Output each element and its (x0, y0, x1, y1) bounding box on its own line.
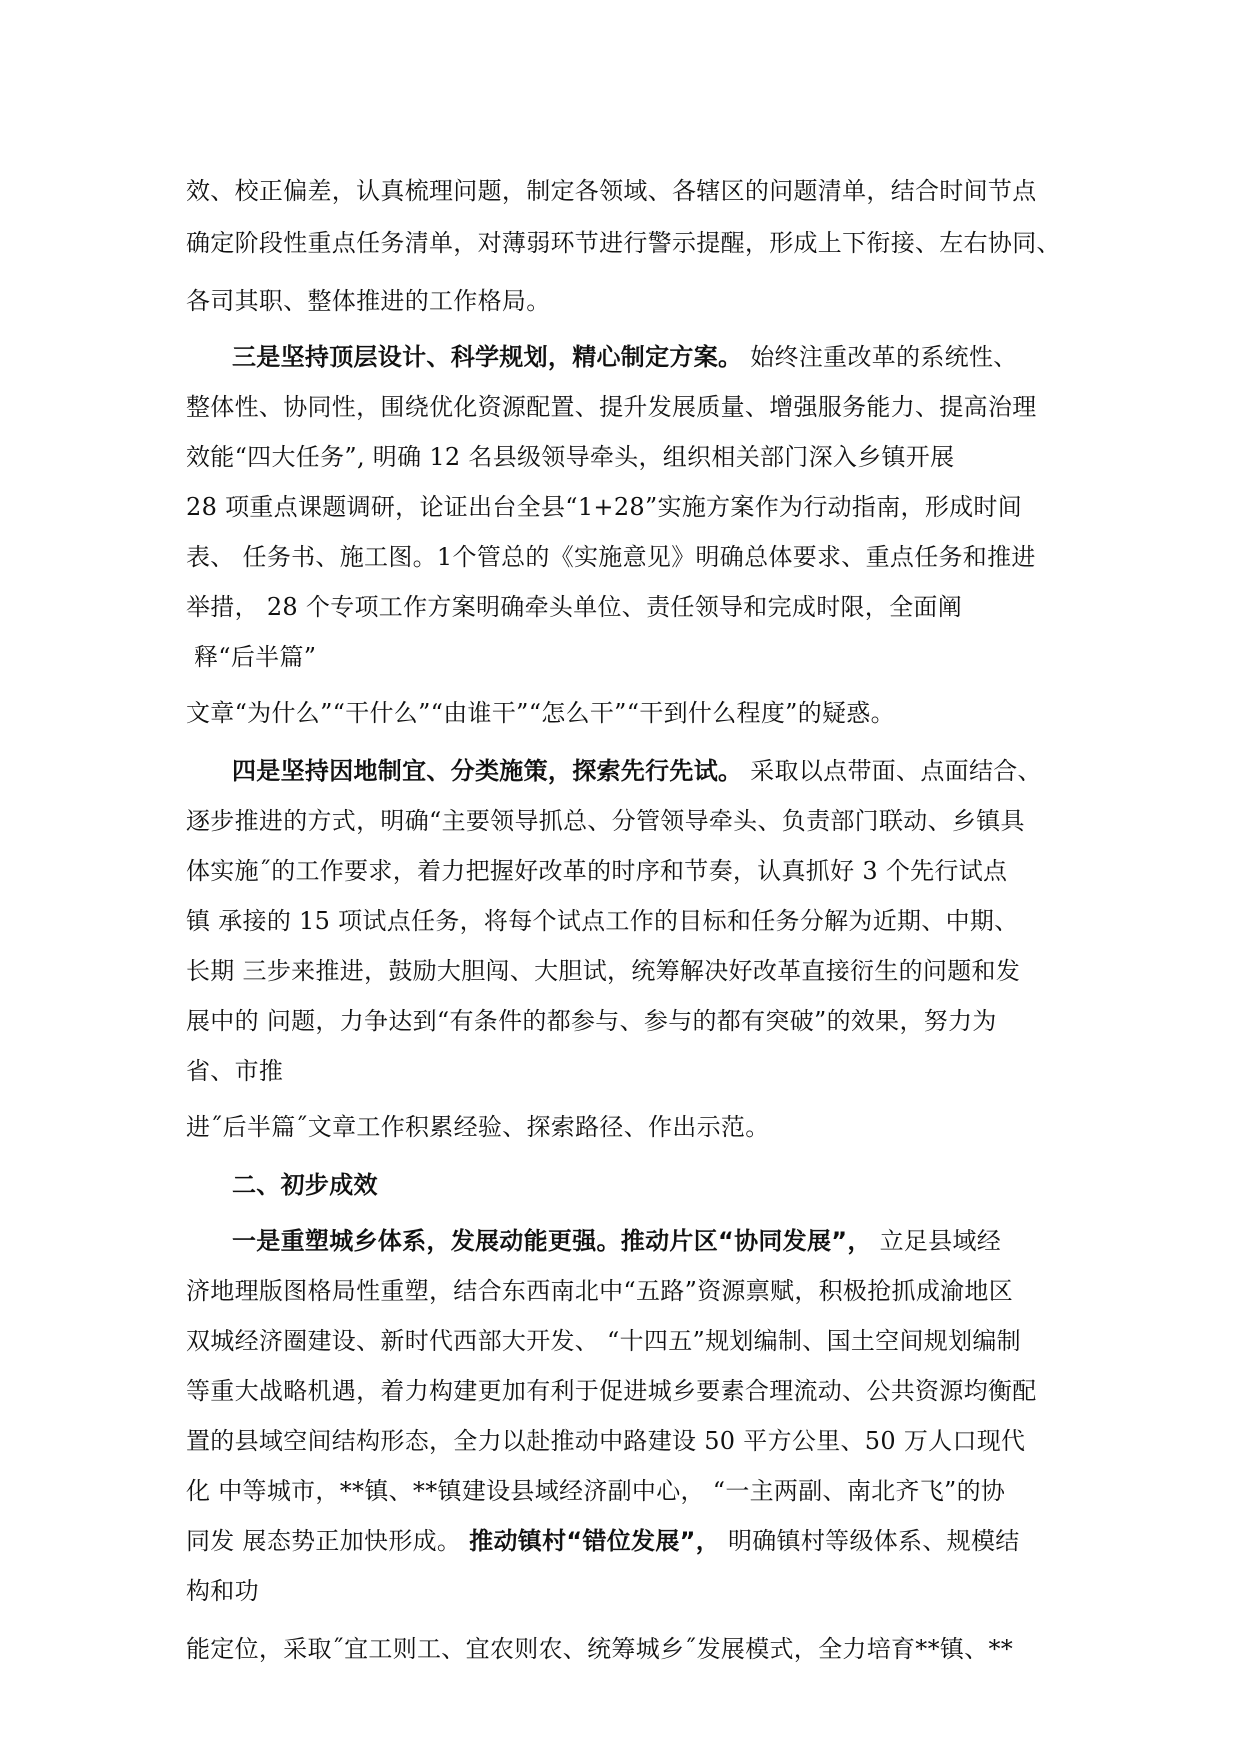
text-line (186, 284, 551, 318)
text-run: 举措， 28 个专项工作方案明确牵头单位、责任领导和完成时限，全面阐 (186, 593, 962, 621)
text-line (186, 1524, 1020, 1558)
text-run: 文章“为什么”“干什么”“由谁干”“怎么干”“干到什么程度”的疑惑。 (186, 699, 895, 727)
section-title: 二、初步成效 (232, 1171, 378, 1199)
text-line (186, 1424, 1025, 1458)
text-line (186, 490, 1022, 524)
text-run: 立足县域经 (871, 1227, 1002, 1255)
text-run: 置的县域空间结构形态，全力以赴推动中路建设 50 平方公里、50 万人口现代 (186, 1427, 1026, 1455)
text-line (186, 1110, 770, 1144)
text-run: 确定阶段性重点任务清单，对薄弱环节进行警示提醒，形成上下衔接、左右协同、 (186, 229, 1061, 257)
text-line (186, 804, 1025, 838)
text-line (186, 854, 1007, 888)
text-line (186, 1474, 1005, 1508)
text-run: 逐步推进的方式，明确“主要领导抓总、分管领导牵头、负责部门联动、乡镇具 (186, 807, 1025, 835)
text-line (232, 340, 1018, 374)
text-line (232, 754, 1042, 788)
text-line (186, 954, 1020, 988)
text-run: 长期 三步来推进，鼓励大胆闯、大胆试，统筹解决好改革直接衍生的问题和发 (186, 957, 1021, 985)
text-line (186, 174, 1037, 208)
text-run: 双城经济圈建设、新时代西部大开发、 “十四五”规划编制、国土空间规划编制 (186, 1327, 1021, 1355)
text-line (186, 904, 1019, 938)
text-run: 始终注重改革的系统性、 (742, 343, 1018, 371)
text-run: 省、市推 (186, 1057, 284, 1085)
text-run: 同发 展态势正加快形成。 (186, 1527, 470, 1555)
text-line (186, 1274, 1013, 1308)
text-line (186, 540, 1036, 574)
text-run: 释“后半篇” (194, 643, 317, 671)
text-line (186, 1004, 997, 1038)
text-line (186, 1374, 1037, 1408)
text-run: 各司其职、整体推进的工作格局。 (186, 287, 551, 315)
text-run: 展中的 问题，力争达到“有条件的都参与、参与的都有突破”的效果，努力为 (186, 1007, 997, 1035)
text-run: 整体性、协同性，围绕优化资源配置、提升发展质量、增强服务能力、提高治理 (186, 393, 1037, 421)
text-line (186, 390, 1037, 424)
text-line (186, 1632, 1013, 1666)
text-run: 表、 任务书、施工图。1个管总的《实施意见》明确总体要求、重点任务和推进 (186, 543, 1036, 571)
section-heading: 一是重塑城乡体系，发展动能更强。推动片区“协同发展”， (232, 1227, 872, 1255)
text-line (194, 640, 316, 674)
text-line (186, 440, 954, 474)
text-line (186, 1324, 1021, 1358)
text-run: 采取以点带面、点面结合、 (742, 757, 1042, 785)
text-run: 进˝后半篇˝文章工作积累经验、探索路径、作出示范。 (186, 1113, 770, 1141)
text-line (186, 1054, 283, 1088)
text-run: 28 项重点课题调研，论证出台全县“1+28”实施方案作为行动指南，形成时间 (186, 493, 1023, 521)
section-heading: 四是坚持因地制宜、分类施策，探索先行先试。 (232, 757, 743, 785)
text-run: 构和功 (186, 1577, 259, 1605)
text-run: 体实施˝的工作要求，着力把握好改革的时序和节奏，认真抓好 3 个先行试点 (186, 857, 1008, 885)
text-line (186, 226, 1061, 260)
text-line (232, 1224, 1001, 1258)
text-run: 效能“四大任务”, 明确 12 名县级领导牵头，组织相关部门深入乡镇开展 (186, 443, 955, 471)
text-run: 明确镇村等级体系、规模结 (720, 1527, 1020, 1555)
text-run: 镇 承接的 15 项试点任务，将每个试点工作的目标和任务分解为近期、中期、 (186, 907, 1019, 935)
text-line (186, 590, 962, 624)
inline-heading: 推动镇村“错位发展”， (469, 1527, 721, 1555)
text-line (232, 1168, 378, 1202)
section-heading: 三是坚持顶层设计、科学规划，精心制定方案。 (232, 343, 743, 371)
text-run: 化 中等城市，**镇、**镇建设县域经济副中心， “一主两副、南北齐飞”的协 (186, 1477, 1006, 1505)
text-run: 效、校正偏差，认真梳理问题，制定各领域、各辖区的问题清单，结合时间节点 (186, 177, 1037, 205)
text-run: 能定位，采取˝宜工则工、宜农则农、统筹城乡˝发展模式，全力培育**镇、** (186, 1635, 1014, 1663)
text-run: 等重大战略机遇，着力构建更加有利于促进城乡要素合理流动、公共资源均衡配 (186, 1377, 1037, 1405)
text-line (186, 1574, 259, 1608)
text-line (186, 696, 895, 730)
text-run: 济地理版图格局性重塑，结合东西南北中“五路”资源禀赋，积极抢抓成渝地区 (186, 1277, 1014, 1305)
